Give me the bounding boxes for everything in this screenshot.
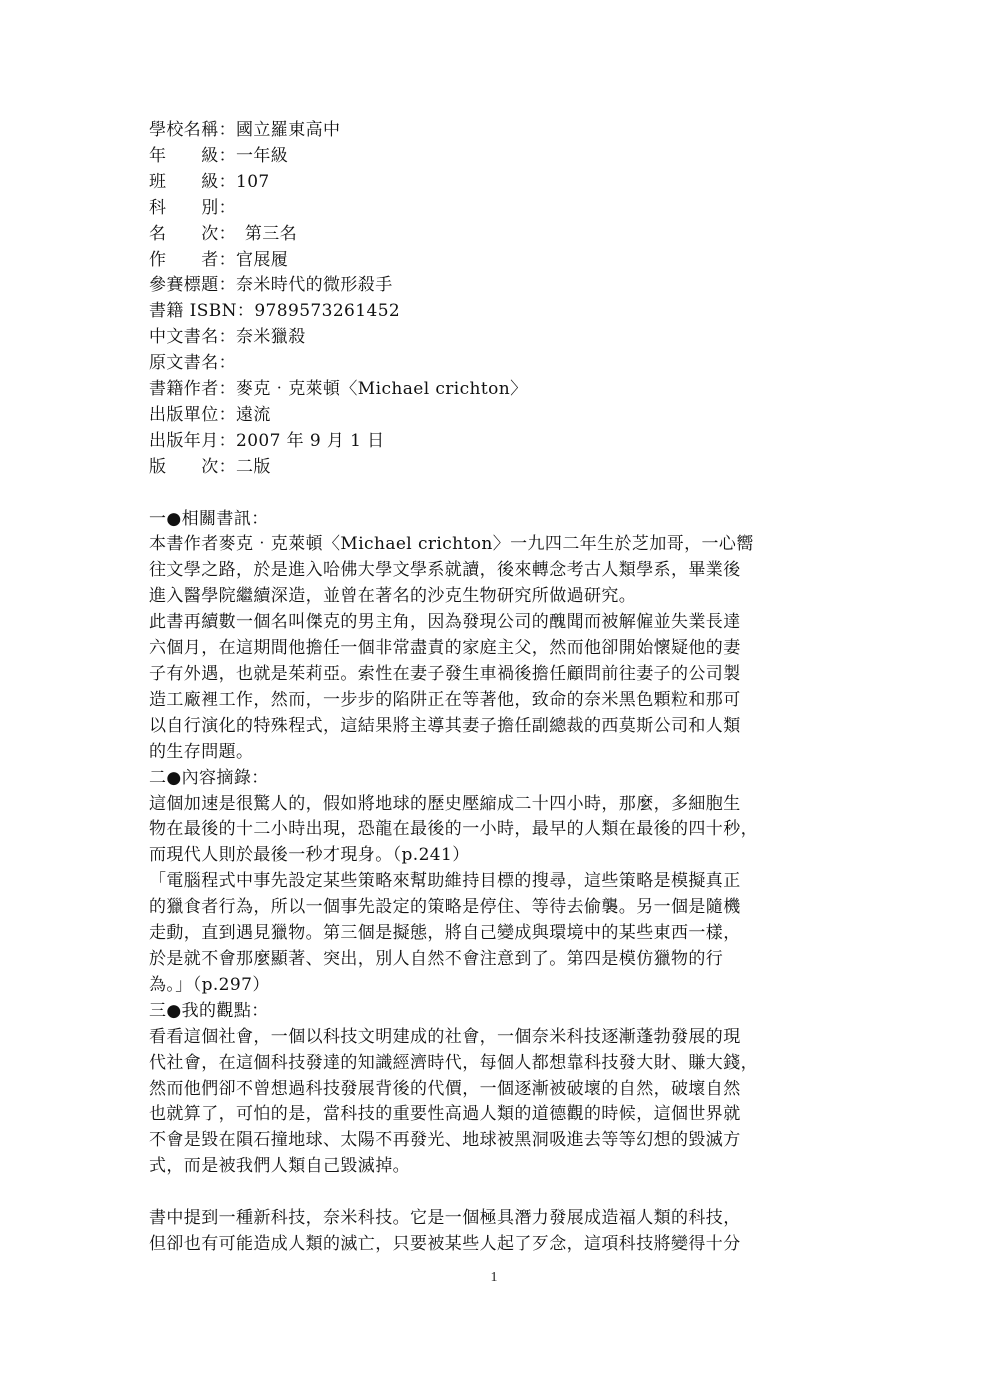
section-excerpts xyxy=(149,766,861,999)
field-original-title: 原文書名： xyxy=(149,353,236,374)
field-edition: 版 次：二版 xyxy=(149,456,271,477)
text-line: 不會是毀在隕石撞地球、太陽不再發光、地球被黑洞吸進去等等幻想的毀滅方 xyxy=(149,1130,741,1151)
header-fields xyxy=(149,118,861,481)
text-line: 物在最後的十二小時出現，恐龍在最後的一小時，最早的人類在最後的四十秒， xyxy=(149,819,758,840)
text-line: 進入醫學院繼續深造，並曾在著名的沙克生物研究所做過研究。 xyxy=(149,586,637,607)
text-line: 本書作者麥克‧克萊頓〈Michael crichton〉一九四二年生於芝加哥，一心嚮 xyxy=(149,534,754,555)
spacer xyxy=(149,481,861,507)
section-heading: 一●相關書訊： xyxy=(149,508,269,529)
text-line: 而現代人則於最後一秒才現身。（p.241） xyxy=(149,845,470,866)
field-chinese-title: 中文書名：奈米獵殺 xyxy=(149,327,306,348)
text-line: 走動，直到遇見獵物。第三個是擬態，將自己變成與環境中的某些東西一樣， xyxy=(149,923,741,944)
text-line: 這個加速是很驚人的，假如將地球的歷史壓縮成二十四小時，那麼，多細胞生 xyxy=(149,793,741,814)
field-class: 班 級：107 xyxy=(149,171,270,192)
field-department: 科 別： xyxy=(149,197,236,218)
field-publish-date: 出版年月：2007 年 9 月 1 日 xyxy=(149,430,385,451)
section-heading: 二●內容摘錄： xyxy=(149,767,269,788)
text-line: 看看這個社會，一個以科技文明建成的社會，一個奈米科技逐漸蓬勃發展的現 xyxy=(149,1026,741,1047)
field-author: 作 者：官展履 xyxy=(149,249,289,270)
section-heading: 三●我的觀點： xyxy=(149,1000,269,1021)
field-publisher: 出版單位：遠流 xyxy=(149,404,271,425)
page-number: 1 xyxy=(490,1270,498,1285)
spacer xyxy=(149,1180,861,1206)
text-line: 於是就不會那麼顯著、突出，別人自然不會注意到了。第四是模仿獵物的行 xyxy=(149,948,724,969)
field-isbn: 書籍 ISBN：9789573261452 xyxy=(149,301,401,322)
field-ranking: 名 次： 第三名 xyxy=(149,223,298,244)
text-line: 書中提到一種新科技，奈米科技。它是一個極具潛力發展成造福人類的科技， xyxy=(149,1208,741,1229)
text-line: 六個月，在這期間他擔任一個非常盡責的家庭主父，然而他卻開始懷疑他的妻 xyxy=(149,638,741,659)
text-line: 代社會，在這個科技發達的知識經濟時代，每個人都想靠科技發大財、賺大錢， xyxy=(149,1052,758,1073)
field-school-name: 學校名稱：國立羅東高中 xyxy=(149,120,341,140)
text-line: 也就算了，可怕的是，當科技的重要性高過人類的道德觀的時候，這個世界就 xyxy=(149,1104,741,1125)
section-book-info xyxy=(149,507,861,766)
field-book-author: 書籍作者：麥克‧克萊頓〈Michael crichton〉 xyxy=(149,379,528,400)
text-line: 式，而是被我們人類自己毀滅掉。 xyxy=(149,1156,410,1177)
text-line: 子有外遇，也就是茱莉亞。索性在妻子發生車禍後擔任顧問前往妻子的公司製 xyxy=(149,664,741,685)
text-line: 為。」（p.297） xyxy=(149,974,270,995)
text-line: 此書再續數一個名叫傑克的男主角，因為發現公司的醜聞而被解僱並失業長達 xyxy=(149,612,741,633)
text-line: 然而他們卻不曾想過科技發展背後的代價，一個逐漸被破壞的自然，破壞自然 xyxy=(149,1078,741,1099)
section-my-views xyxy=(149,999,861,1258)
text-line: 的獵食者行為，所以一個事先設定的策略是停住、等待去偷襲。另一個是隨機 xyxy=(149,897,741,918)
text-line: 但卻也有可能造成人類的滅亡，只要被某些人起了歹念，這項科技將變得十分 xyxy=(149,1233,741,1254)
text-line: 造工廠裡工作，然而，一步步的陷阱正在等著他，致命的奈米黑色顆粒和那可 xyxy=(149,689,741,710)
text-line: 「電腦程式中事先設定某些策略來幫助維持目標的搜尋，這些策略是模擬真正 xyxy=(149,871,741,892)
field-grade: 年 級：一年級 xyxy=(149,145,289,166)
text-line: 的生存問題。 xyxy=(149,741,254,762)
document-body xyxy=(149,118,861,1258)
text-line: 往文學之路，於是進入哈佛大學文學系就讀，後來轉念考古人類學系，畢業後 xyxy=(149,560,741,581)
field-entry-title: 參賽標題：奈米時代的微形殺手 xyxy=(149,275,393,296)
text-line: 以自行演化的特殊程式，這結果將主導其妻子擔任副總裁的西莫斯公司和人類 xyxy=(149,715,741,736)
